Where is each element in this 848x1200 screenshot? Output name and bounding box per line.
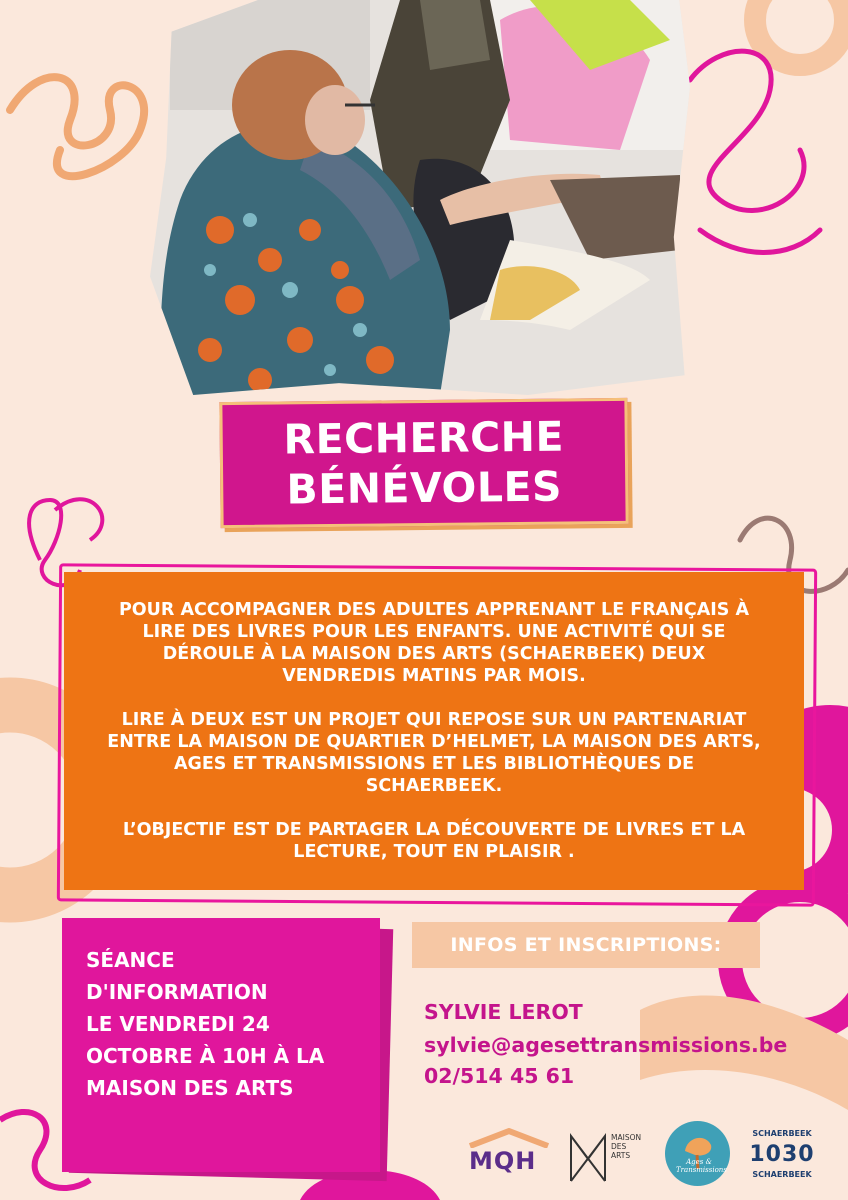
title-line-1: RECHERCHE bbox=[283, 412, 565, 464]
info-session-box bbox=[62, 918, 380, 1172]
photo-volunteers-reading bbox=[150, 0, 690, 395]
description-box bbox=[64, 572, 804, 890]
seance-line-3: LE VENDREDI 24 bbox=[86, 1012, 270, 1036]
contact-name: SYLVIE LEROT bbox=[424, 1000, 583, 1024]
seance-line-4: OCTOBRE À 10H À LA bbox=[86, 1044, 325, 1068]
schaerbeek-top-text: SCHAERBEEK bbox=[752, 1129, 812, 1138]
description-paragraph-1: POUR ACCOMPAGNER DES ADULTES APPRENANT LE FRANÇAIS À LIRE DES LIVRES POUR LES ENFANTS. UNE ACTIVITÉ QUI SE DÉROULE À LA MAISON DES ARTS (SCHAERBEEK) DEUX VENDREDIS MATINS PAR MOIS. bbox=[118, 600, 750, 686]
maison-des-arts-icon bbox=[568, 1133, 608, 1183]
seance-line-2: D'INFORMATION bbox=[86, 980, 268, 1004]
description-paragraph-2: LIRE À DEUX EST UN PROJET QUI REPOSE SUR UN PARTENARIAT ENTRE LA MAISON DE QUARTIER D’HELMET, LA MAISON DES ARTS, AGES ET TRANSMISSIONS ET LES BIBLIOTHÈQUES DE SCHAERBEEK. bbox=[107, 710, 761, 796]
logo-maison-des-arts: MAISON DES ARTS bbox=[611, 1133, 642, 1160]
contact-phone[interactable]: 02/514 45 61 bbox=[424, 1064, 575, 1088]
title-line-2: BÉNÉVOLES bbox=[286, 462, 563, 514]
contact-email-link[interactable]: sylvie@agesettransmissions.be bbox=[424, 1033, 788, 1057]
title-banner bbox=[219, 398, 628, 528]
logo-ages-transmissions bbox=[665, 1121, 730, 1186]
seance-line-5: MAISON DES ARTS bbox=[86, 1076, 294, 1100]
logo-schaerbeek-1030: 1030 bbox=[749, 1142, 815, 1167]
ages-logo-text: Ages & Transmissions bbox=[676, 1158, 727, 1174]
logo-mqh: MQH bbox=[469, 1147, 537, 1175]
seance-line-1: SÉANCE bbox=[86, 948, 175, 972]
description-paragraph-3: L’OBJECTIF EST DE PARTAGER LA DÉCOUVERTE DE LIVRES ET LA LECTURE, TOUT EN PLAISIR . bbox=[122, 820, 746, 862]
mqh-roof-icon bbox=[466, 1128, 552, 1148]
schaerbeek-bottom-text: SCHAERBEEK bbox=[752, 1170, 812, 1179]
infos-heading: INFOS ET INSCRIPTIONS: bbox=[412, 922, 760, 968]
